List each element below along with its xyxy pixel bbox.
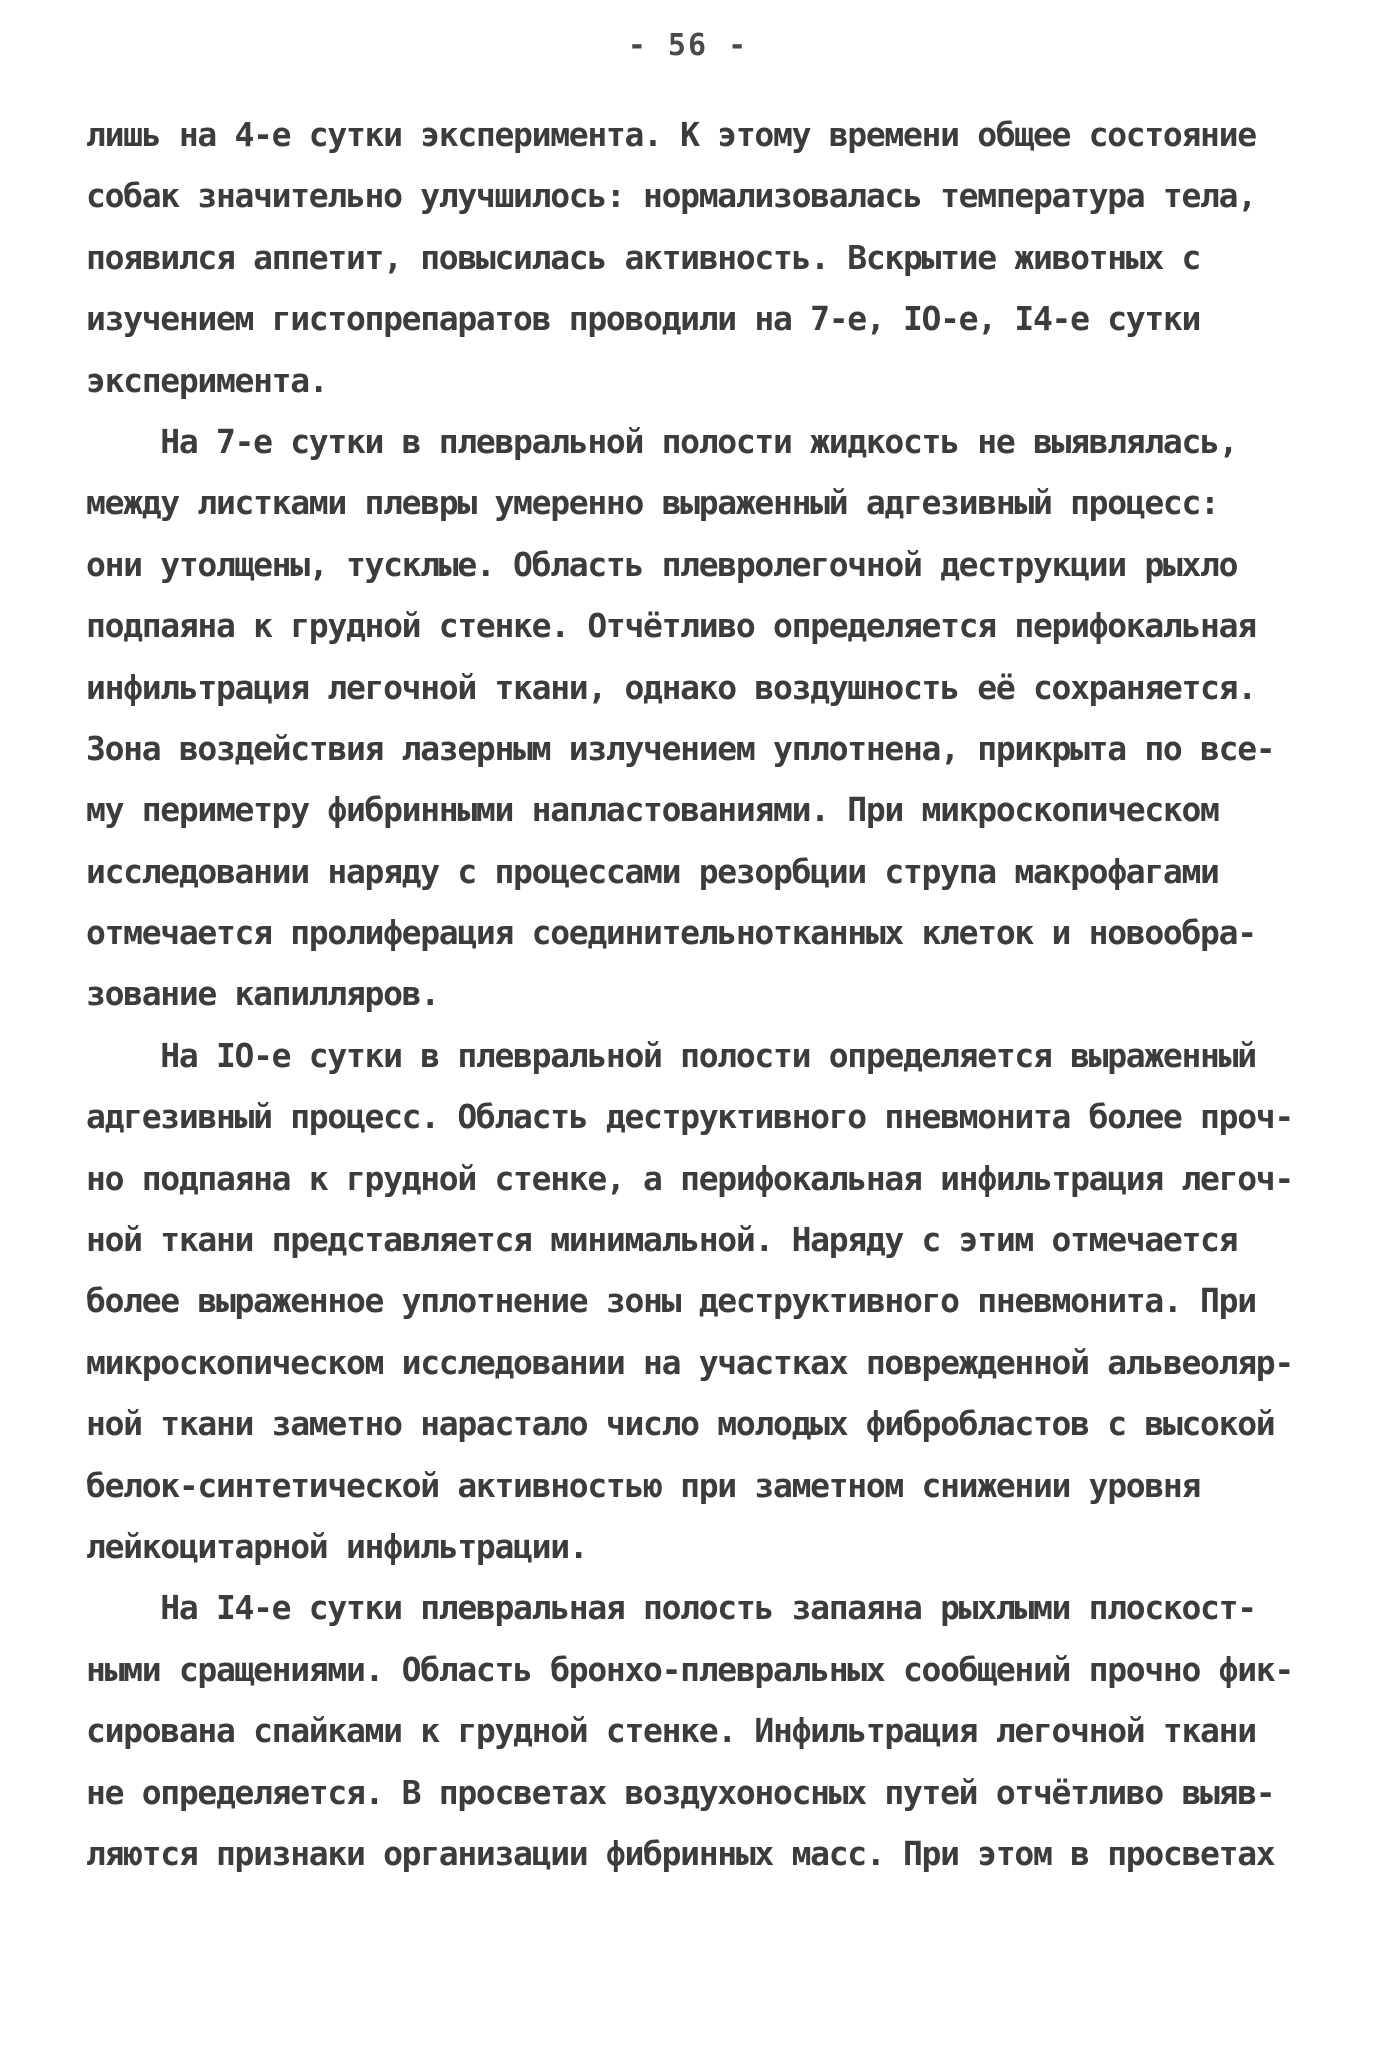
text-line: ными сращениями. Область бронхо-плевральных сообщений прочно фик- [86,1649,1293,1689]
text-line: не определяется. В просветах воздухоносных путей отчётливо выяв- [86,1772,1275,1812]
text-line: подпаяна к грудной стенке. Отчётливо определяется перифокальная [86,606,1256,646]
document-body [86,104,1296,1884]
text-line: появился аппетит, повысилась активность. Вскрытие животных с [86,237,1201,277]
text-line: ной ткани заметно нарастало число молодых фибробластов с высокой [86,1404,1275,1444]
text-line: лишь на 4-е сутки эксперимента. К этому времени общее состояние [86,115,1256,154]
text-line: между листками плевры умеренно выраженный адгезивный процесс: [86,483,1219,523]
text-line: ляются признаки организации фибринных масс. При этом в просветах [86,1833,1275,1873]
paragraph-start-line: На I4-е сутки плевральная полость запаяна рыхлыми плоскост- [86,1588,1256,1628]
paragraph-start-line: На IO-е сутки в плевральной полости определяется выраженный [86,1035,1256,1075]
text-line: собак значительно улучшилось: нормализовалась температура тела, [86,176,1256,216]
text-line: инфильтрация легочной ткани, однако воздушность её сохраняется. [86,667,1256,707]
text-line: но подпаяна к грудной стенке, а перифокальная инфильтрация легоч- [86,1158,1293,1198]
text-line: адгезивный процесс. Область деструктивного пневмонита более проч- [86,1097,1293,1137]
text-line: эксперимента. [86,360,328,400]
text-line: сирована спайками к грудной стенке. Инфильтрация легочной ткани [86,1711,1256,1751]
text-line: Зона воздействия лазерным излучением уплотнена, прикрыта по все- [86,728,1275,768]
text-line: изучением гистопрепаратов проводили на 7-е, IO-е, I4-е сутки [86,299,1201,339]
text-line: исследовании наряду с процессами резорбции струпа макрофагами [86,851,1219,891]
text-line: они утолщены, тусклые. Область плевролегочной деструкции рыхло [86,544,1238,584]
text-line: му периметру фибринными напластованиями. При микроскопическом [86,790,1219,830]
page-number: - 56 - [627,28,749,63]
text-line: белок-синтетической активностью при заметном снижении уровня [86,1465,1201,1505]
text-line: микроскопическом исследовании на участках поврежденной альвеоляр- [86,1342,1293,1382]
text-line: ной ткани представляется минимальной. Наряду с этим отмечается [86,1220,1238,1260]
text-line: зование капилляров. [86,974,439,1014]
paragraph-start-line: На 7-е сутки в плевральной полости жидкость не выявлялась, [86,421,1238,461]
text-line: лейкоцитарной инфильтрации. [86,1526,588,1566]
text-line: отмечается пролиферация соединительнотканных клеток и новообра- [86,913,1256,953]
text-line: более выраженное уплотнение зоны деструктивного пневмонита. При [86,1281,1256,1321]
